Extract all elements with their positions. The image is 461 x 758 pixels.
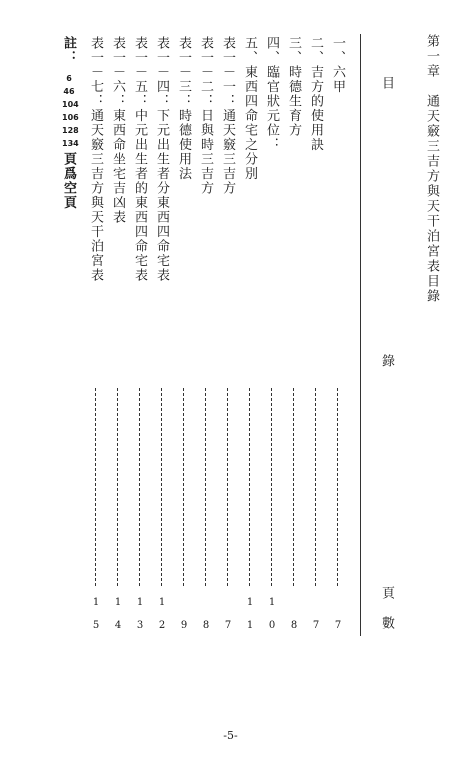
- note-number: 134: [62, 139, 79, 148]
- page-number: 2: [158, 620, 166, 631]
- page-number: 7: [312, 620, 320, 631]
- toc-entry: 三、時德生育方: [286, 36, 301, 138]
- note-number: 6: [66, 74, 72, 83]
- leader-line: [249, 388, 250, 586]
- chapter-title: 第一章 通天竅三吉方與天干泊宮表目錄: [424, 34, 439, 304]
- page-number: 1: [158, 597, 166, 608]
- page-number: 1: [114, 597, 122, 608]
- note-number: 106: [62, 113, 79, 122]
- leader-line: [293, 388, 294, 586]
- toc-entry: 表一－一：通天竅三吉方: [220, 36, 235, 196]
- vertical-rule: [360, 34, 361, 636]
- note-page-numbers: [62, 72, 79, 150]
- page-number: 5: [92, 620, 100, 631]
- toc-entry: 五、東西四命宅之分別: [242, 36, 257, 181]
- page-number: 1: [268, 597, 276, 608]
- toc-entry: 表一－四：下元出生者分東西四命宅表: [154, 36, 169, 283]
- leader-line: [205, 388, 206, 586]
- page-number: 1: [246, 597, 254, 608]
- leader-line: [337, 388, 338, 586]
- page-number: 8: [290, 620, 298, 631]
- leader-line: [227, 388, 228, 586]
- page-number: 1: [92, 597, 100, 608]
- page-number: 9: [180, 620, 188, 631]
- note-number: 46: [63, 87, 75, 96]
- leader-line: [139, 388, 140, 586]
- heading-shu: 數: [379, 616, 394, 629]
- toc-entry: 表一－三：時德使用法: [176, 36, 191, 181]
- toc-entry: 四、臨官狀元位：: [264, 36, 279, 152]
- page-number: 7: [224, 620, 232, 631]
- toc-entry: 表一－五：中元出生者的東西四命宅表: [132, 36, 147, 283]
- page-number: 3: [136, 620, 144, 631]
- heading-lu: 錄: [379, 354, 394, 367]
- leader-line: [117, 388, 118, 586]
- page-number: 7: [334, 620, 342, 631]
- page-number: 1: [246, 620, 254, 631]
- page-number: 4: [114, 620, 122, 631]
- leader-line: [315, 388, 316, 586]
- heading-mu: 目: [379, 76, 394, 89]
- heading-ye: 頁: [379, 586, 394, 599]
- leader-line: [95, 388, 96, 586]
- note-text: 頁爲空頁: [61, 152, 76, 210]
- page-number: 1: [136, 597, 144, 608]
- note-number: 104: [62, 100, 79, 109]
- toc-entry: 表一－七：通天竅三吉方與天干泊宮表: [88, 36, 103, 283]
- page-number: 0: [268, 620, 276, 631]
- note-label: 註：: [61, 36, 76, 65]
- toc-entry: 二、吉方的使用訣: [308, 36, 323, 152]
- note-number: 128: [62, 126, 79, 135]
- toc-entry: 表一－六：東西命坐宅吉凶表: [110, 36, 125, 225]
- leader-line: [161, 388, 162, 586]
- leader-line: [183, 388, 184, 586]
- page-number: 8: [202, 620, 210, 631]
- page-footer: -5-: [223, 729, 238, 742]
- toc-entry: 表一－二：日與時三吉方: [198, 36, 213, 196]
- leader-line: [271, 388, 272, 586]
- toc-entry: 一、六甲: [330, 36, 345, 94]
